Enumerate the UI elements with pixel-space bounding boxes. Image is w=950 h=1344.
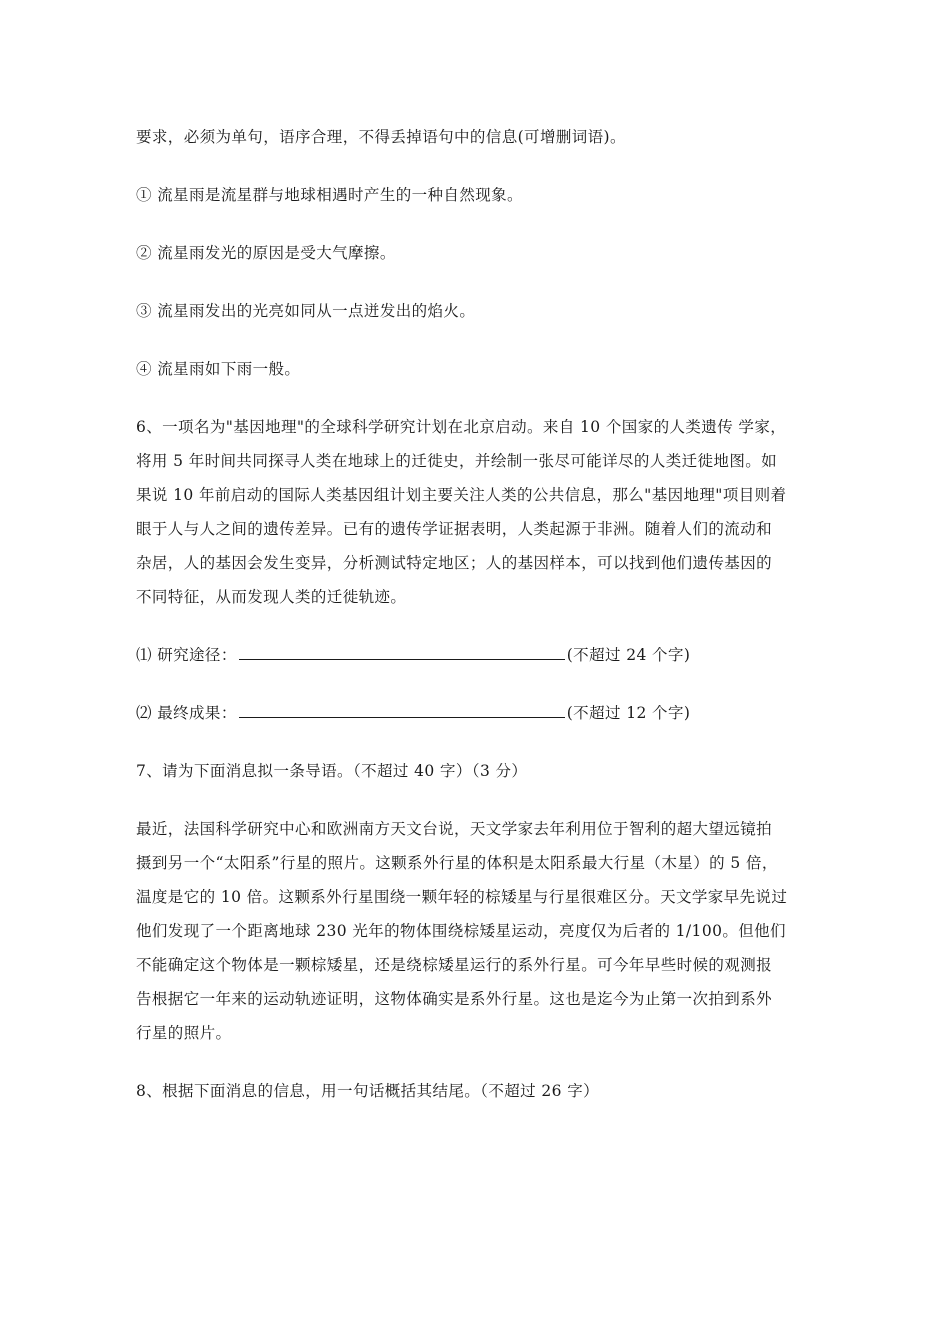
passage-line: 他们发现了一个距离地球 230 光年的物体围绕棕矮星运动，亮度仅为后者的 1/100。但他们: [136, 922, 786, 940]
list-item: ③ 流星雨发出的光亮如同从一点迸发出的焰火。: [136, 302, 476, 320]
question-7-passage: [136, 812, 816, 1050]
passage-line: 不同特征，从而发现人类的迁徙轨迹。: [136, 588, 407, 606]
final-result-label: ⑵ 最终成果：: [136, 704, 237, 722]
final-result-row: [136, 696, 816, 730]
list-item: ① 流星雨是流星群与地球相遇时产生的一种自然现象。: [136, 186, 523, 204]
passage-line: 最近，法国科学研究中心和欧洲南方天文台说，天文学家去年利用位于智利的超大望远镜拍: [136, 820, 773, 838]
passage-line: 将用 5 年时间共同探寻人类在地球上的迁徙史，并绘制一张尽可能详尽的人类迁徙地图。如: [136, 452, 778, 470]
passage-line: 杂居，人的基因会发生变异，分析测试特定地区；人的基因样本，可以找到他们遗传基因的: [136, 554, 773, 572]
passage-line: 6、一项名为"基因地理"的全球科学研究计划在北京启动。来自 10 个国家的人类遗传 学家，: [136, 418, 787, 436]
list-item: ② 流星雨发光的原因是受大气摩擦。: [136, 244, 396, 262]
passage-line: 告根据它一年来的运动轨迹证明，这物体确实是系外行星。这也是迄今为止第一次拍到系外: [136, 990, 773, 1008]
research-approach-row: [136, 638, 816, 672]
question-8-prompt: 8、根据下面消息的信息，用一句话概括其结尾。（不超过 26 字）: [136, 1082, 599, 1100]
document-page: [136, 120, 816, 1108]
final-result-blank[interactable]: [239, 697, 565, 718]
passage-line: 不能确定这个物体是一颗棕矮星，还是绕棕矮星运行的系外行星。可今年早些时候的观测报: [136, 956, 773, 974]
research-approach-blank[interactable]: [239, 639, 565, 660]
list-item: ④ 流星雨如下雨一般。: [136, 360, 301, 378]
requirement-text: 要求，必须为单句，语序合理，不得丢掉语句中的信息(可增删词语)。: [136, 128, 626, 146]
question-6-passage: [136, 410, 816, 614]
passage-line: 摄到另一个“太阳系”行星的照片。这颗系外行星的体积是太阳系最大行星（木星）的 5 倍，: [136, 854, 778, 872]
final-result-limit: (不超过 12 个字): [566, 704, 691, 722]
passage-line: 眼于人与人之间的遗传差异。已有的遗传学证据表明，人类起源于非洲。随着人们的流动和: [136, 520, 773, 538]
question-7-prompt: 7、请为下面消息拟一条导语。（不超过 40 字）（3 分）: [136, 762, 528, 780]
research-approach-limit: (不超过 24 个字): [566, 646, 691, 664]
research-approach-label: ⑴ 研究途径：: [136, 646, 237, 664]
passage-line: 行星的照片。: [136, 1024, 232, 1042]
passage-line: 温度是它的 10 倍。这颗系外行星围绕一颗年轻的棕矮星与行星很难区分。天文学家早先说过: [136, 888, 788, 906]
passage-line: 果说 10 年前启动的国际人类基因组计划主要关注人类的公共信息，那么"基因地理"项目则着: [136, 486, 787, 504]
